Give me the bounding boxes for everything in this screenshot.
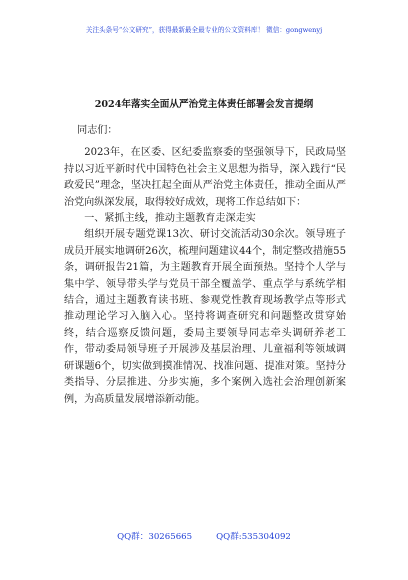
footer-qq-left: QQ群：30265665 xyxy=(117,532,193,542)
header-promo-note: 关注头条号“公文研究”，获得最新最全最专业的公文资料库！ 微信：gongwenyj xyxy=(85,26,323,34)
section-heading-1: 一、紧抓主线，推动主题教育走深走实 xyxy=(84,213,256,225)
intro-paragraph: 2023年，在区委、区纪委监察委的坚强领导下，民政局坚持以习近平新时代中国特色社会主义思想为指导，深入践行“民政爱民”理念，坚决扛起全面从严治党主体责任，推动全面从严治党向纵深发展，取得较好成效，现将工作总结如下： xyxy=(64,147,346,208)
footer-contact xyxy=(0,531,408,543)
document-body xyxy=(64,115,346,408)
document-title: 2024年落实全面从严治党主体责任部署会发言提纲 xyxy=(94,99,314,110)
footer-qq-right: QQ群:535304092 xyxy=(216,532,291,542)
section-paragraph-1: 组织开展专题党课13次、研讨交流活动30余次。领导班子成员开展实地调研26次，梳理问题建议44个，制定整改措施55条，调研报告21篇，为主题教育开展全面预热。坚持个人学与集中学、领导带头学与党员干部全覆盖学、重点学与系统学相结合，通过主题教育读书班、参观党性教育现场教学点等形式推动理论学习入脑入心。坚持将调查研究和问题整改贯穿始终，结合巡察反馈问题，委局主要领导同志牵头调研养老工作，带动委局领导班子开展涉及基层治理、儿童福利等领域调研课题6个，切实做到摸准情况、找准问题、提准对策。坚持分类指导、分层推进、分步实施，多个案例入选社会治理创新案例，为高质量发展增添新动能。 xyxy=(64,229,346,405)
salutation: 同志们： xyxy=(77,125,118,136)
